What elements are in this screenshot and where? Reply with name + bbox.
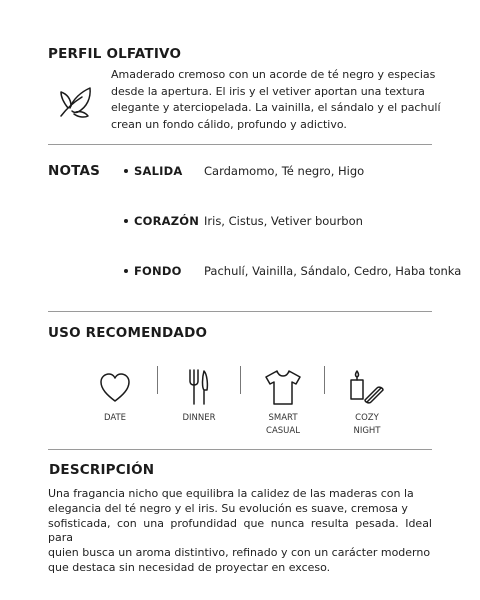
usage-label-dinner: DINNER [182, 413, 216, 423]
note-label-fondo: FONDO [134, 264, 182, 278]
description-line: elegancia del té negro y el iris. Su evolución es suave, cremosa y [48, 501, 408, 515]
profile-description [111, 67, 441, 133]
fork-knife-icon [177, 366, 221, 410]
description-line: quien busca un aroma distintivo, refinado y con un carácter moderno [48, 546, 431, 560]
bullet [124, 269, 128, 273]
usage-separator [240, 366, 241, 394]
divider [48, 449, 432, 450]
note-value-corazon: Iris, Cistus, Vetiver bourbon [204, 214, 363, 228]
note-value-salida: Cardamomo, Té negro, Higo [204, 164, 365, 178]
usage-separator [157, 366, 158, 394]
profile-line: elegante y aterciopelada. La vainilla, el sándalo y el pachulí [111, 101, 441, 114]
note-label-salida: SALIDA [134, 164, 183, 178]
notes-title: NOTAS [48, 163, 101, 179]
usage-label-date: DATE [103, 413, 127, 423]
description-line: Una fragancia nicho que equilibra la calidez de las maderas con la [48, 487, 414, 500]
usage-title: USO RECOMENDADO [48, 325, 208, 341]
note-label-corazon: CORAZÓN [134, 214, 200, 228]
divider [48, 144, 432, 145]
usage-label-cozy-night: COZY NIGHT [353, 413, 381, 436]
bullet [124, 169, 128, 173]
tshirt-icon [261, 366, 305, 410]
usage-separator [324, 366, 325, 394]
description-line: sofisticada, con una profundidad que nunca resulta pesada. Ideal para [48, 516, 432, 545]
candle-icon [345, 364, 389, 408]
note-value-fondo: Pachulí, Vainilla, Sándalo, Cedro, Haba tonka [204, 264, 462, 278]
leaf-icon [54, 82, 96, 122]
description-body [48, 487, 432, 576]
bullet [124, 219, 128, 223]
profile-line: Amaderado cremoso con un acorde de té negro y especias [111, 68, 436, 81]
profile-title: PERFIL OLFATIVO [48, 46, 182, 62]
description-line: que destaca sin necesidad de proyectar en exceso. [48, 560, 331, 574]
profile-line: desde la apertura. El iris y el vetiver aportan una textura [111, 84, 425, 98]
usage-label-smart-casual: SMART CASUAL [266, 413, 300, 436]
heart-icon [93, 366, 137, 410]
divider [48, 311, 432, 312]
profile-line: crean un fondo cálido, profundo y adictivo. [111, 117, 347, 131]
description-title: DESCRIPCIÓN [49, 462, 155, 478]
